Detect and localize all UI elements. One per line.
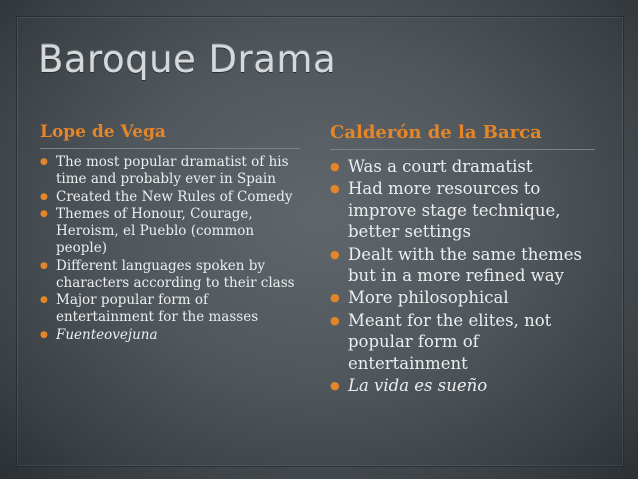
list-item-text: Was a court dramatist [348, 157, 533, 176]
bullet-icon: ● [40, 329, 48, 340]
column-lope-de-vega [40, 122, 300, 345]
list-item [40, 327, 300, 344]
list-item [330, 244, 595, 287]
bullet-icon: ● [330, 291, 340, 305]
bullet-icon: ● [40, 295, 48, 306]
list-item [330, 375, 595, 396]
list-item [40, 258, 300, 292]
list-item-text: Had more resources to improve stage technique, better settings [348, 179, 561, 242]
list-item-text: Themes of Honour, Courage, Heroism, el Pueblo (common people) [56, 206, 255, 256]
bullet-icon: ● [330, 379, 340, 393]
bullet-list [40, 154, 300, 344]
bullet-icon: ● [330, 247, 340, 261]
list-item-text: Different languages spoken by characters according to their class [56, 257, 295, 291]
list-item-text: Major popular form of entertainment for the masses [56, 292, 259, 326]
list-item-text: Fuenteovejuna [56, 326, 158, 343]
bullet-icon: ● [330, 313, 340, 327]
list-item [40, 292, 300, 326]
bullet-icon: ● [330, 182, 340, 196]
list-item-text: The most popular dramatist of his time and probably ever in Spain [56, 154, 289, 187]
list-item [330, 287, 595, 308]
list-item [330, 310, 595, 374]
list-item [330, 156, 595, 177]
list-item [40, 189, 300, 206]
bullet-icon: ● [40, 157, 48, 167]
slide-title: Baroque Drama [38, 38, 337, 81]
list-item-text: Created the New Rules of Comedy [56, 188, 293, 205]
list-item-text: La vida es sueño [348, 376, 488, 396]
column-heading: Calderón de la Barca [330, 122, 595, 150]
list-item-text: Dealt with the same themes but in a more refined way [348, 244, 583, 286]
list-item-text: More philosophical [348, 288, 509, 308]
bullet-icon: ● [40, 191, 48, 202]
bullet-list [330, 156, 595, 396]
bullet-icon: ● [330, 160, 340, 173]
list-item-text: Meant for the elites, not popular form of entertainment [348, 310, 552, 373]
list-item [40, 154, 300, 188]
list-item [330, 178, 595, 242]
bullet-icon: ● [40, 260, 48, 271]
column-calderon-de-la-barca [330, 122, 595, 397]
bullet-icon: ● [40, 209, 48, 220]
column-heading: Lope de Vega [40, 122, 300, 149]
list-item [40, 206, 300, 256]
